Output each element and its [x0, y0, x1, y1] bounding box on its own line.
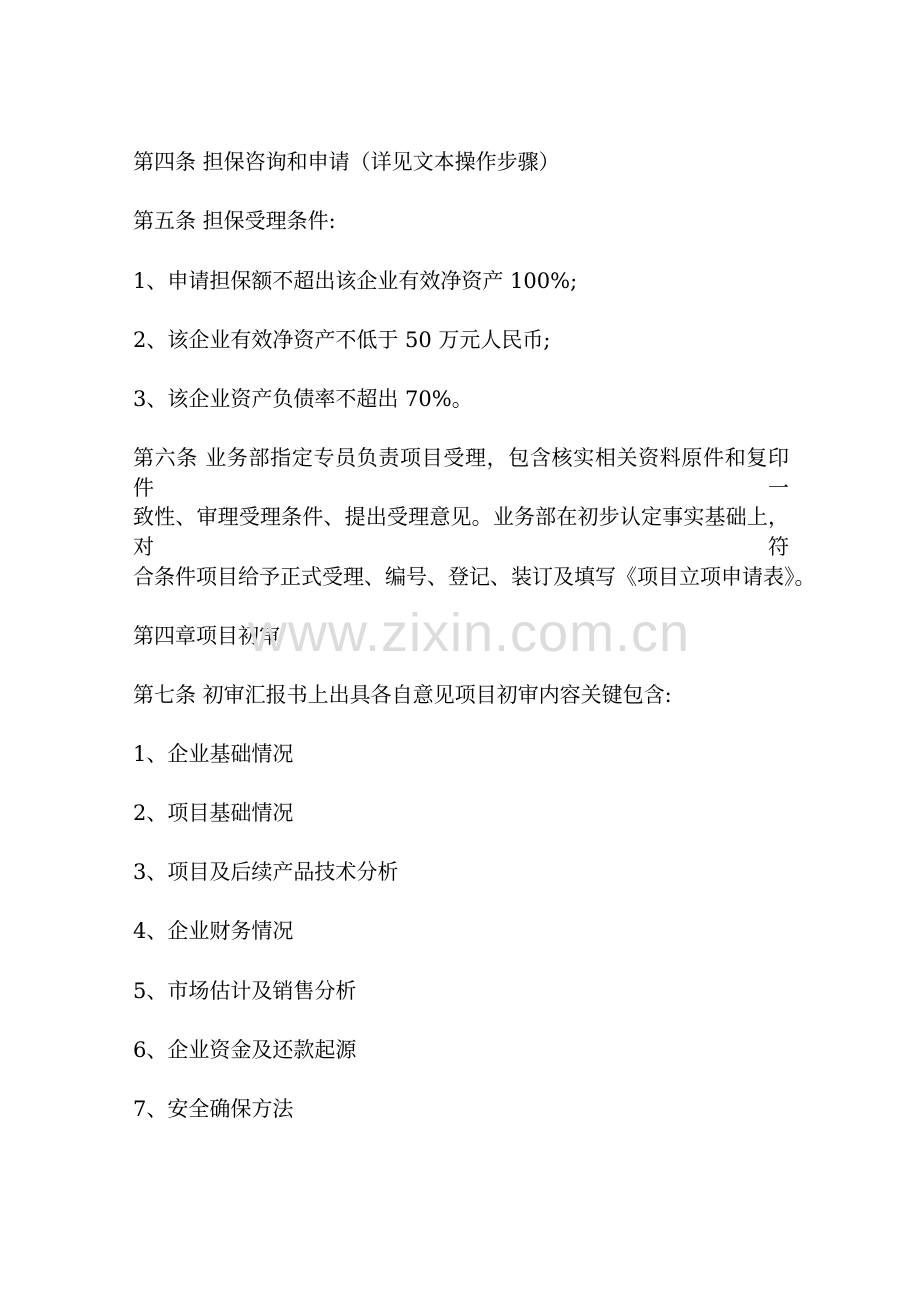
review-item-5: 5、市场估计及销售分析 — [133, 979, 357, 1003]
review-item-3: 3、项目及后续产品技术分析 — [133, 860, 399, 884]
condition-item-2: 2、该企业有效净资产不低于 50 万元人民币; — [133, 328, 551, 352]
article-4-guarantee-consultation: 第四条 担保咨询和申请（详见文本操作步骤） — [133, 150, 560, 174]
review-item-4: 4、企业财务情况 — [133, 919, 294, 943]
article-5-heading: 第五条 担保受理条件: — [133, 209, 336, 233]
review-item-2: 2、项目基础情况 — [133, 801, 294, 825]
chapter-4-heading: 第四章项目初审 — [133, 624, 280, 648]
condition-item-3: 3、该企业资产负债率不超出 70%。 — [133, 387, 473, 411]
article-6-line-3: 合条件项目给予正式受理、编号、登记、装订及填写《项目立项申请表》。 — [133, 565, 816, 589]
condition-item-1: 1、申请担保额不超出该企业有效净资产 100%; — [133, 269, 578, 293]
review-item-1: 1、企业基础情况 — [133, 742, 294, 766]
watermark: www.zixin.com.cn — [248, 603, 691, 663]
article-6-line-1: 第六条 业务部指定专员负责项目受理，包含核实相关资料原件和复印件一 — [133, 446, 789, 500]
review-item-7: 7、安全确保方法 — [133, 1097, 294, 1121]
article-6-line-2: 致性、审理受理条件、提出受理意见。业务部在初步认定事实基础上，对符 — [133, 505, 789, 559]
review-item-6: 6、企业资金及还款起源 — [133, 1038, 357, 1062]
article-7-heading: 第七条 初审汇报书上出具各自意见项目初审内容关键包含: — [133, 683, 672, 707]
